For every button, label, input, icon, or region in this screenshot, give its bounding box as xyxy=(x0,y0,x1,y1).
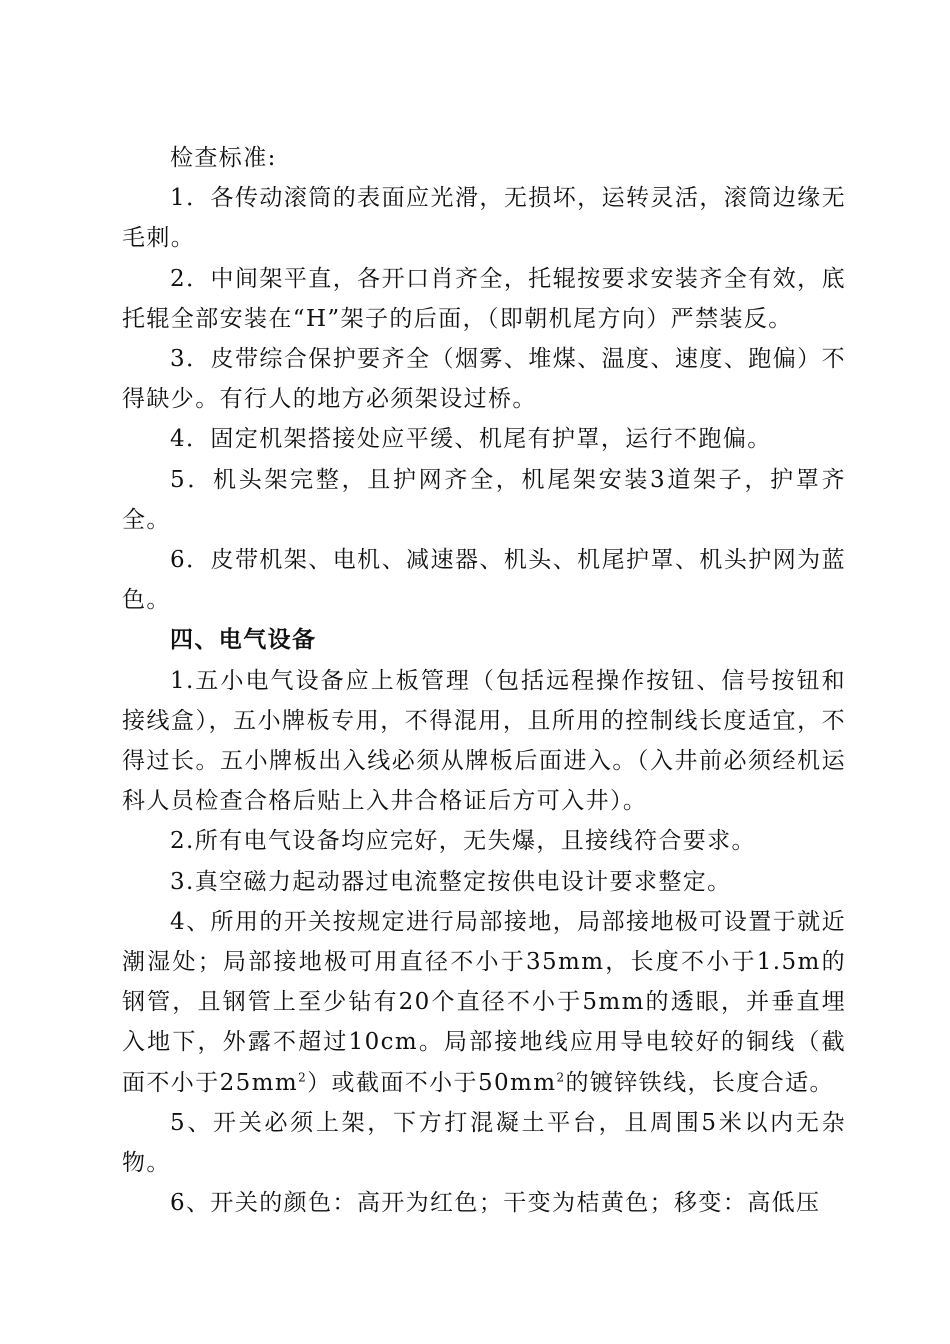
grounding-text-3: 的镀锌铁线，长度合适。 xyxy=(565,1069,834,1096)
criteria-item-2: 2．中间架平直，各开口肖齐全，托辊按要求安装齐全有效，底托辊全部安装在“H”架子的后面，（即朝机尾方向）严禁装反。 xyxy=(122,265,846,332)
grounding-text-2: ）或截面不小于50mm xyxy=(307,1069,557,1096)
criteria-item-6: 6．皮带机架、电机、减速器、机头、机尾护罩、机头护网为蓝色。 xyxy=(122,547,846,614)
document-body xyxy=(122,138,846,1223)
criteria-item-3: 3．皮带综合保护要齐全（烟雾、堆煤、温度、速度、跑偏）不得缺少。有行人的地方必须架设过桥。 xyxy=(122,346,846,413)
grounding-text-1: 4、所用的开关按规定进行局部接地，局部接地极可设置于就近潮湿处；局部接地极可用直径不小于35mm，长度不小于1.5m的钢管，且钢管上至少钻有20个直径不小于5mm的透眼，并垂直埋入地下，外露不超过10cm。局部接地线应用导电较好的铜线（截面不小于25mm xyxy=(122,908,846,1096)
electrical-item-1: 1.五小电气设备应上板管理（包括远程操作按钮、信号按钮和接线盒），五小牌板专用，不得混用，且所用的控制线长度适宜，不得过长。五小牌板出入线必须从牌板后面进入。（入井前必须经机运科人员检查合格后贴上入井合格证后方可入井）。 xyxy=(122,667,846,815)
switch-color-paragraph: 6、开关的颜色：高开为红色；干变为桔黄色；移变：高低压 xyxy=(170,1190,821,1217)
grounding-paragraph xyxy=(122,902,846,1103)
superscript-2: 2 xyxy=(556,1070,566,1085)
criteria-label: 检查标准: xyxy=(170,145,277,171)
section-heading: 四、电气设备 xyxy=(170,626,317,654)
switch-rack-paragraph: 5、开关必须上架，下方打混凝土平台，且周围5米以内无杂物。 xyxy=(122,1109,846,1177)
criteria-item-1: 1．各传动滚筒的表面应光滑，无损坏，运转灵活，滚筒边缘无毛刺。 xyxy=(122,185,846,252)
superscript-2: 2 xyxy=(298,1070,308,1085)
electrical-item-2: 2.所有电气设备均应完好，无失爆，且接线符合要求。 xyxy=(170,828,756,855)
electrical-item-3: 3.真空磁力起动器过电流整定按供电设计要求整定。 xyxy=(170,868,732,895)
criteria-item-5: 5．机头架完整，且护网齐全，机尾架安装3道架子，护罩齐全。 xyxy=(122,466,846,533)
criteria-item-4: 4．固定机架搭接处应平缓、机尾有护罩，运行不跑偏。 xyxy=(170,426,772,453)
